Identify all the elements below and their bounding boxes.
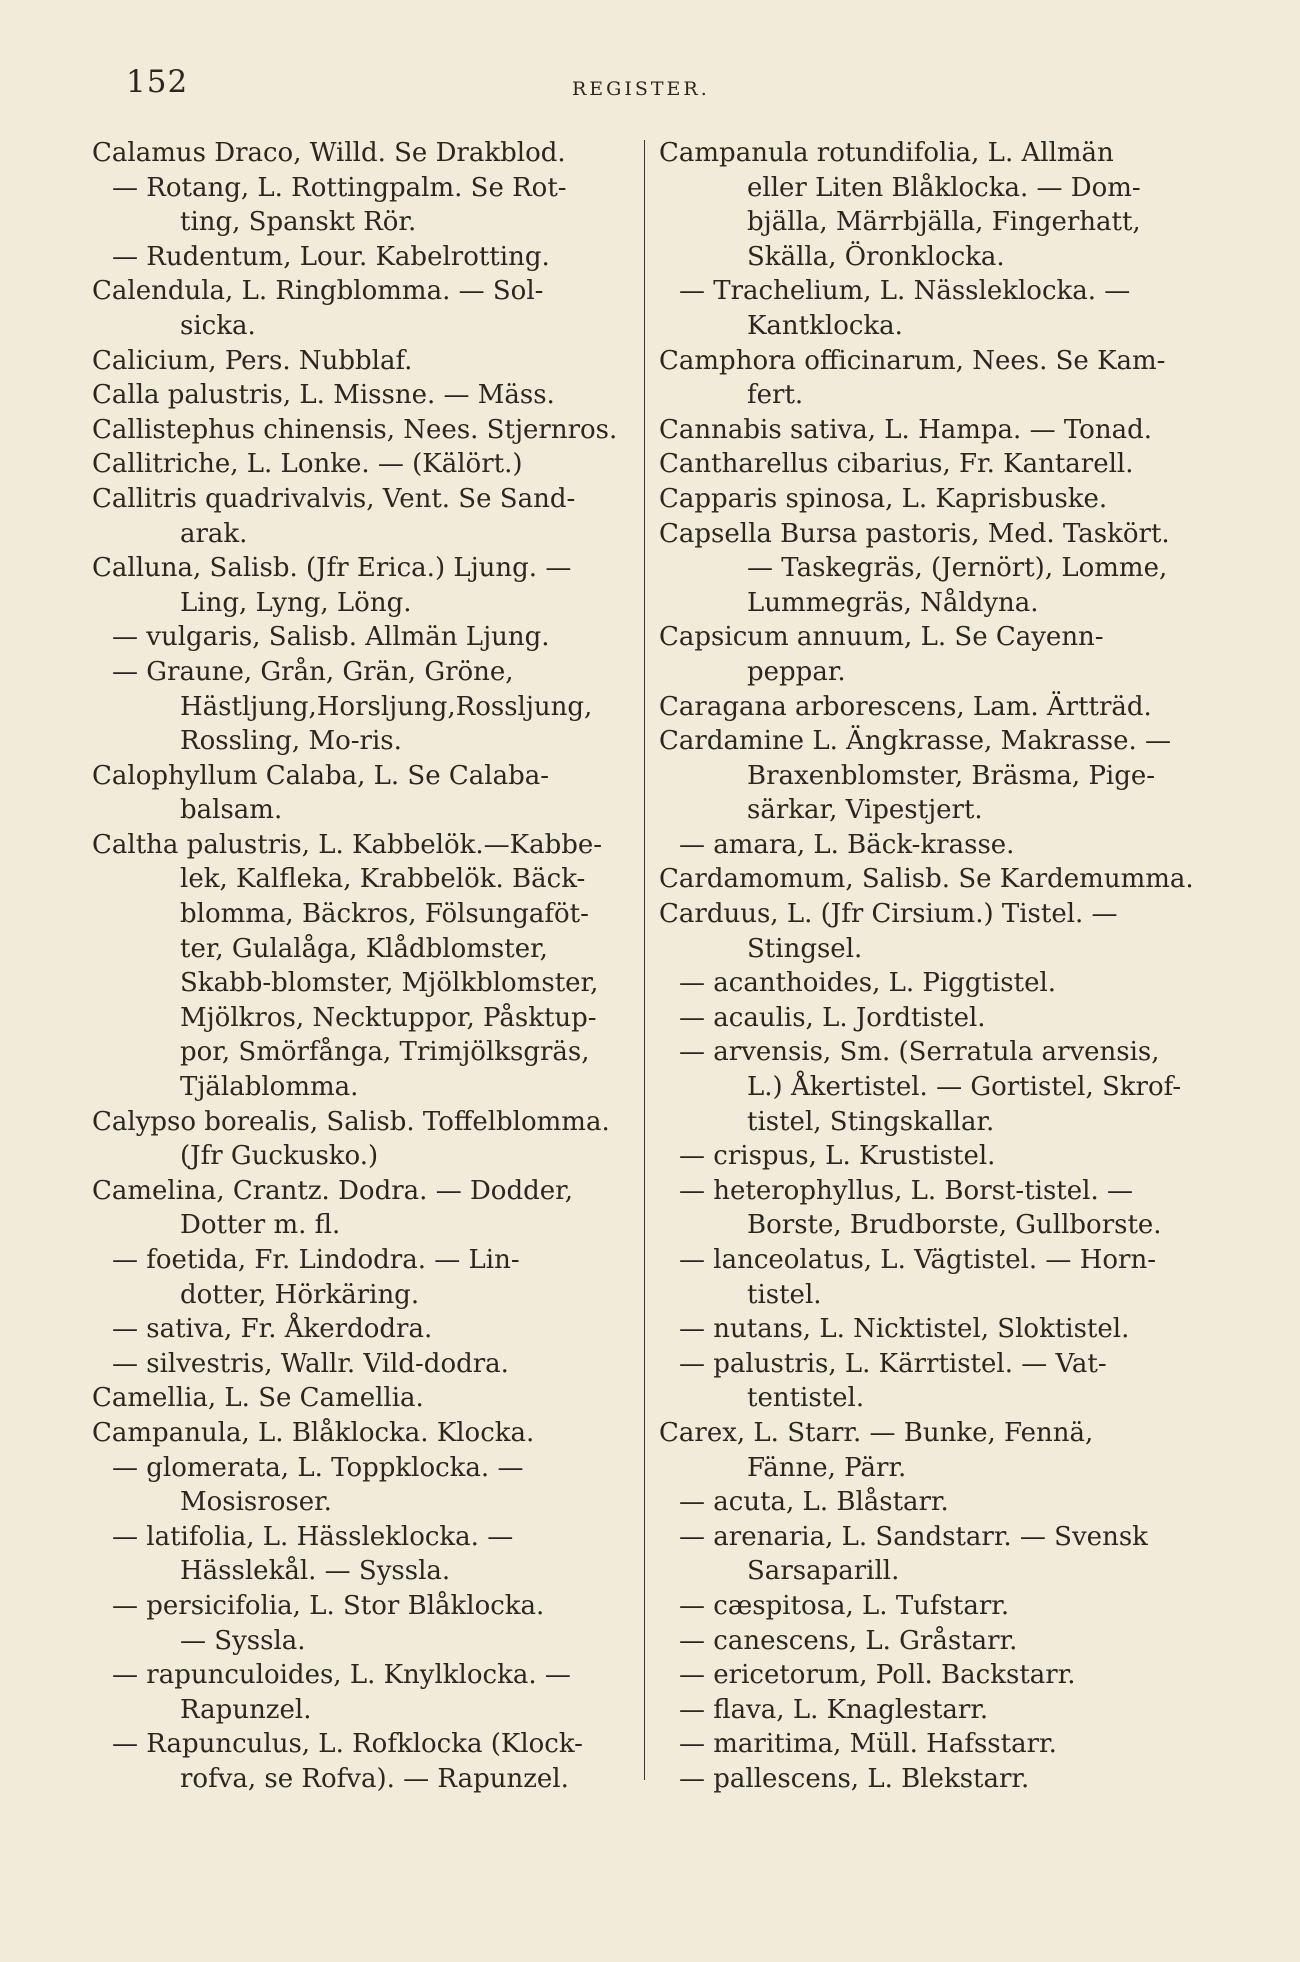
index-line: Calendula, L. Ringblomma. — Sol- [92,276,544,307]
index-line: — foetida, Fr. Lindodra. — Lin- [112,1245,520,1275]
index-line: ting, Spanskt Rör. [180,207,417,238]
index-line: Mjölkros, Necktuppor, Påsktup- [180,1002,597,1033]
index-line: (Jfr Guckusko.) [180,1141,379,1172]
index-line: — sativa, Fr. Åkerdodra. [112,1314,433,1345]
index-line: Campanula, L. Blåklocka. Klocka. [92,1417,535,1448]
index-line: Cardamomum, Salisb. Se Kardemumma. [659,864,1194,895]
index-line: — pallescens, L. Blekstarr. [679,1763,1030,1794]
index-line: — acaulis, L. Jordtistel. [679,1002,986,1033]
running-head: REGISTER. [572,78,710,100]
index-line: eller Liten Blåklocka. — Dom- [747,172,1141,203]
index-line: Capparis spinosa, L. Kaprisbuske. [659,483,1108,514]
index-line: särkar, Vipestjert. [747,795,983,826]
index-line: — Rudentum, Lour. Kabelrotting. [112,241,550,272]
index-line: — persicifolia, L. Stor Blåklocka. [112,1590,545,1621]
index-line: Calypso borealis, Salisb. Toffelblomma. [92,1106,610,1137]
index-line: fert. [747,380,804,411]
index-line: tentistel. [747,1383,865,1414]
index-line: tistel. [747,1279,822,1310]
index-line: Calophyllum Calaba, L. Se Calaba- [92,760,550,791]
index-line: — arenaria, L. Sandstarr. — Svensk [679,1521,1148,1552]
index-line: Camphora officinarum, Nees. Se Kam- [659,345,1166,376]
index-line: Stingsel. [747,933,863,964]
index-line: — acuta, L. Blåstarr. [679,1487,949,1518]
index-line: Lummegräs, Nåldyna. [747,587,1039,618]
index-line: Callitris quadrivalvis, Vent. Se Sand- [92,483,576,514]
index-line: por, Smörfånga, Trimjölksgräs, [180,1037,590,1068]
index-line: Caragana arborescens, Lam. Ärtträd. [659,691,1152,722]
page-number: 152 [126,64,189,100]
index-line: — glomerata, L. Toppklocka. — [112,1452,524,1483]
index-line: Cantharellus cibarius, Fr. Kantarell. [659,449,1134,480]
index-line: Callistephus chinensis, Nees. Stjernros. [92,414,618,445]
index-line: peppar. [747,656,846,687]
index-line: Skabb-blomster, Mjölkblomster, [180,968,599,999]
index-line: — silvestris, Wallr. Vild-dodra. [112,1348,509,1379]
index-line: — canescens, L. Gråstarr. [679,1625,1018,1656]
index-line: Campanula rotundifolia, L. Allmän [659,138,1114,168]
index-line: — crispus, L. Krustistel. [679,1141,996,1172]
index-line: ter, Gulalåga, Klådblomster, [180,933,548,964]
index-line: — heterophyllus, L. Borst-tistel. — [679,1175,1133,1206]
right-column [659,136,1212,1797]
index-line: Calla palustris, L. Missne. — Mäss. [92,380,555,411]
index-line: — Rotang, L. Rottingpalm. Se Rot- [112,172,567,203]
index-line: — Rapunculus, L. Rofklocka (Klock- [112,1729,583,1760]
index-line: Capsicum annuum, L. Se Cayenn- [659,622,1104,653]
index-line: Sarsaparill. [747,1556,900,1587]
index-line: arak. [180,518,248,549]
index-line: Calicium, Pers. Nubblaf. [92,345,413,376]
index-line: — cæspitosa, L. Tufstarr. [679,1590,1010,1621]
index-line: — arvensis, Sm. (Serratula arvensis, [679,1037,1160,1068]
index-line: Cannabis sativa, L. Hampa. — Tonad. [659,414,1152,445]
index-line: — vulgaris, Salisb. Allmän Ljung. [112,622,550,653]
index-line: — amara, L. Bäck-krasse. [679,829,1015,860]
index-line: Calluna, Salisb. (Jfr Erica.) Ljung. — [92,553,572,584]
index-line: dotter, Hörkäring. [180,1279,420,1310]
left-column [92,136,632,1797]
index-line: L.) Åkertistel. — Gortistel, Skrof- [747,1072,1182,1103]
index-line: Rapunzel. [180,1694,312,1725]
index-line: Dotter m. fl. [180,1210,341,1241]
index-line: Hässlekål. — Syssla. [180,1556,451,1587]
index-line: Callitriche, L. Lonke. — (Kälört.) [92,449,523,480]
index-line: blomma, Bäckros, Fölsungaföt- [180,899,589,930]
index-line: — latifolia, L. Hässleklocka. — [112,1521,514,1552]
index-line: — rapunculoides, L. Knylklocka. — [112,1660,571,1691]
index-line: Fänne, Pärr. [747,1452,907,1483]
index-line: Tjälablomma. [180,1072,359,1103]
index-line: Camellia, L. Se Camellia. [92,1383,424,1414]
index-line: Calamus Draco, Willd. Se Drakblod. [92,138,566,168]
index-line: Hästljung,Horsljung,Rossljung, [180,691,593,722]
index-line: Borste, Brudborste, Gullborste. [747,1210,1162,1241]
index-line: Skälla, Öronklocka. [747,241,1005,272]
index-line: — flava, L. Knaglestarr. [679,1694,989,1725]
index-line: Braxenblomster, Bräsma, Pige- [747,760,1156,791]
index-line: — acanthoides, L. Piggtistel. [679,968,1057,999]
index-line: tistel, Stingskallar. [747,1106,995,1137]
index-line: — maritima, Müll. Hafsstarr. [679,1729,1057,1760]
index-line: — ericetorum, Poll. Backstarr. [679,1660,1076,1691]
index-line: sicka. [180,310,256,341]
index-line: — nutans, L. Nicktistel, Sloktistel. [679,1314,1130,1345]
index-line: bjälla, Märrbjälla, Fingerhatt, [747,207,1141,238]
index-line: — palustris, L. Kärrtistel. — Vat- [679,1348,1107,1379]
index-line: Mosisroser. [180,1487,332,1518]
index-line: Ling, Lyng, Löng. [180,587,412,618]
column-divider [644,140,645,1780]
index-line: Rossling, Mo-ris. [180,726,402,757]
index-line: Camelina, Crantz. Dodra. — Dodder, [92,1175,573,1206]
index-line: — Trachelium, L. Nässleklocka. — [679,276,1131,307]
index-line: — Syssla. [180,1625,306,1656]
index-line: — lanceolatus, L. Vägtistel. — Horn- [679,1245,1156,1275]
index-line: Capsella Bursa pastoris, Med. Taskört. [659,518,1170,549]
index-line: Carduus, L. (Jfr Cirsium.) Tistel. — [659,899,1118,930]
index-line: Cardamine L. Ängkrasse, Makrasse. — [659,726,1171,757]
index-line: Carex, L. Starr. — Bunke, Fennä, [659,1417,1094,1448]
index-line: balsam. [180,795,283,826]
index-line: Kantklocka. [747,310,903,341]
index-line: rofva, se Rofva). — Rapunzel. [180,1763,569,1794]
index-line: — Graune, Grån, Grän, Gröne, [112,656,514,687]
index-line: Caltha palustris, L. Kabbelök.—Kabbe- [92,829,603,860]
index-line: — Taskegräs, (Jernört), Lomme, [747,553,1168,584]
index-line: lek, Kalfleka, Krabbelök. Bäck- [180,864,586,895]
